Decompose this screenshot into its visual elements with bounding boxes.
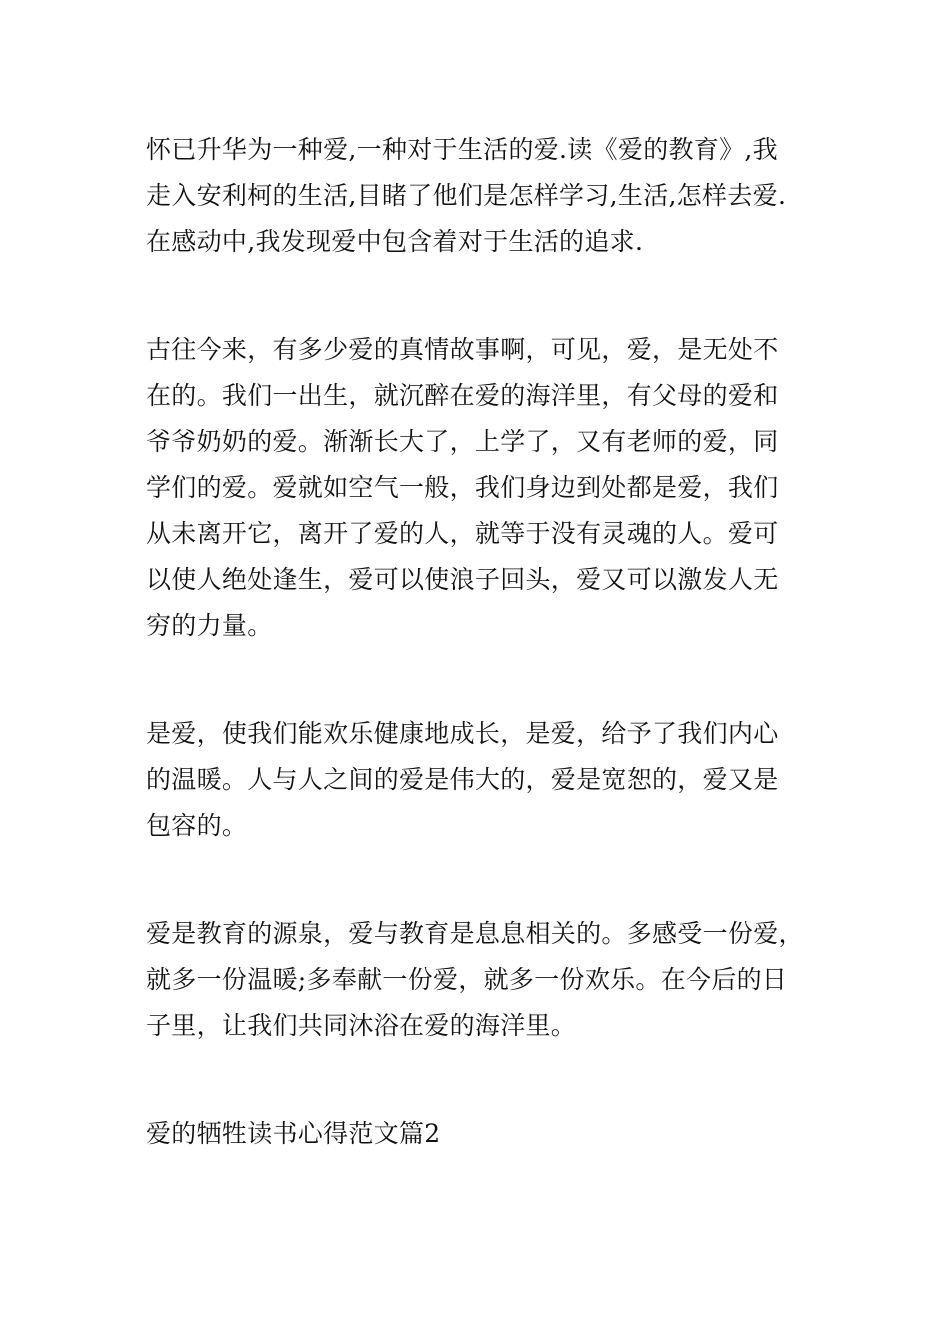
paragraph-2-line-5: 从未离开它，离开了爱的人，就等于没有灵魂的人。爱可: [146, 519, 779, 548]
paragraph-1-line-2: 走入安利柯的生活,目睹了他们是怎样学习,生活,怎样去爱.: [146, 181, 787, 210]
paragraph-4-line-3: 子里，让我们共同沐浴在爱的海洋里。: [146, 1011, 577, 1040]
section-heading: 爱的牺牲读书心得范文篇2: [146, 1119, 441, 1148]
paragraph-3-line-2: 的温暖。人与人之间的爱是伟大的，爱是宽恕的，爱又是: [146, 765, 779, 794]
paragraph-4-line-2: 就多一份温暖;多奉献一份爱，就多一份欢乐。在今后的日: [146, 965, 788, 994]
paragraph-2-line-6: 以使人绝处逢生，爱可以使浪子回头，爱又可以激发人无: [146, 565, 779, 594]
paragraph-1-line-3: 在感动中,我发现爱中包含着对于生活的追求.: [146, 227, 644, 256]
paragraph-2-line-4: 学们的爱。爱就如空气一般，我们身边到处都是爱，我们: [146, 473, 779, 502]
paragraph-2-line-3: 爷爷奶奶的爱。渐渐长大了，上学了，又有老师的爱，同: [146, 427, 779, 456]
paragraph-2-line-1: 古往今来，有多少爱的真情故事啊，可见，爱，是无处不: [146, 335, 779, 364]
paragraph-2-line-2: 在的。我们一出生，就沉醉在爱的海洋里，有父母的爱和: [146, 381, 779, 410]
paragraph-3-line-3: 包容的。: [146, 811, 248, 840]
paragraph-4-line-1: 爱是教育的源泉，爱与教育是息息相关的。多感受一份爱，: [146, 919, 804, 948]
paragraph-3-line-1: 是爱，使我们能欢乐健康地成长，是爱，给予了我们内心: [146, 719, 779, 748]
paragraph-2-line-7: 穷的力量。: [146, 611, 273, 640]
paragraph-1-line-1: 怀已升华为一种爱,一种对于生活的爱.读《爱的教育》,我: [146, 135, 778, 164]
